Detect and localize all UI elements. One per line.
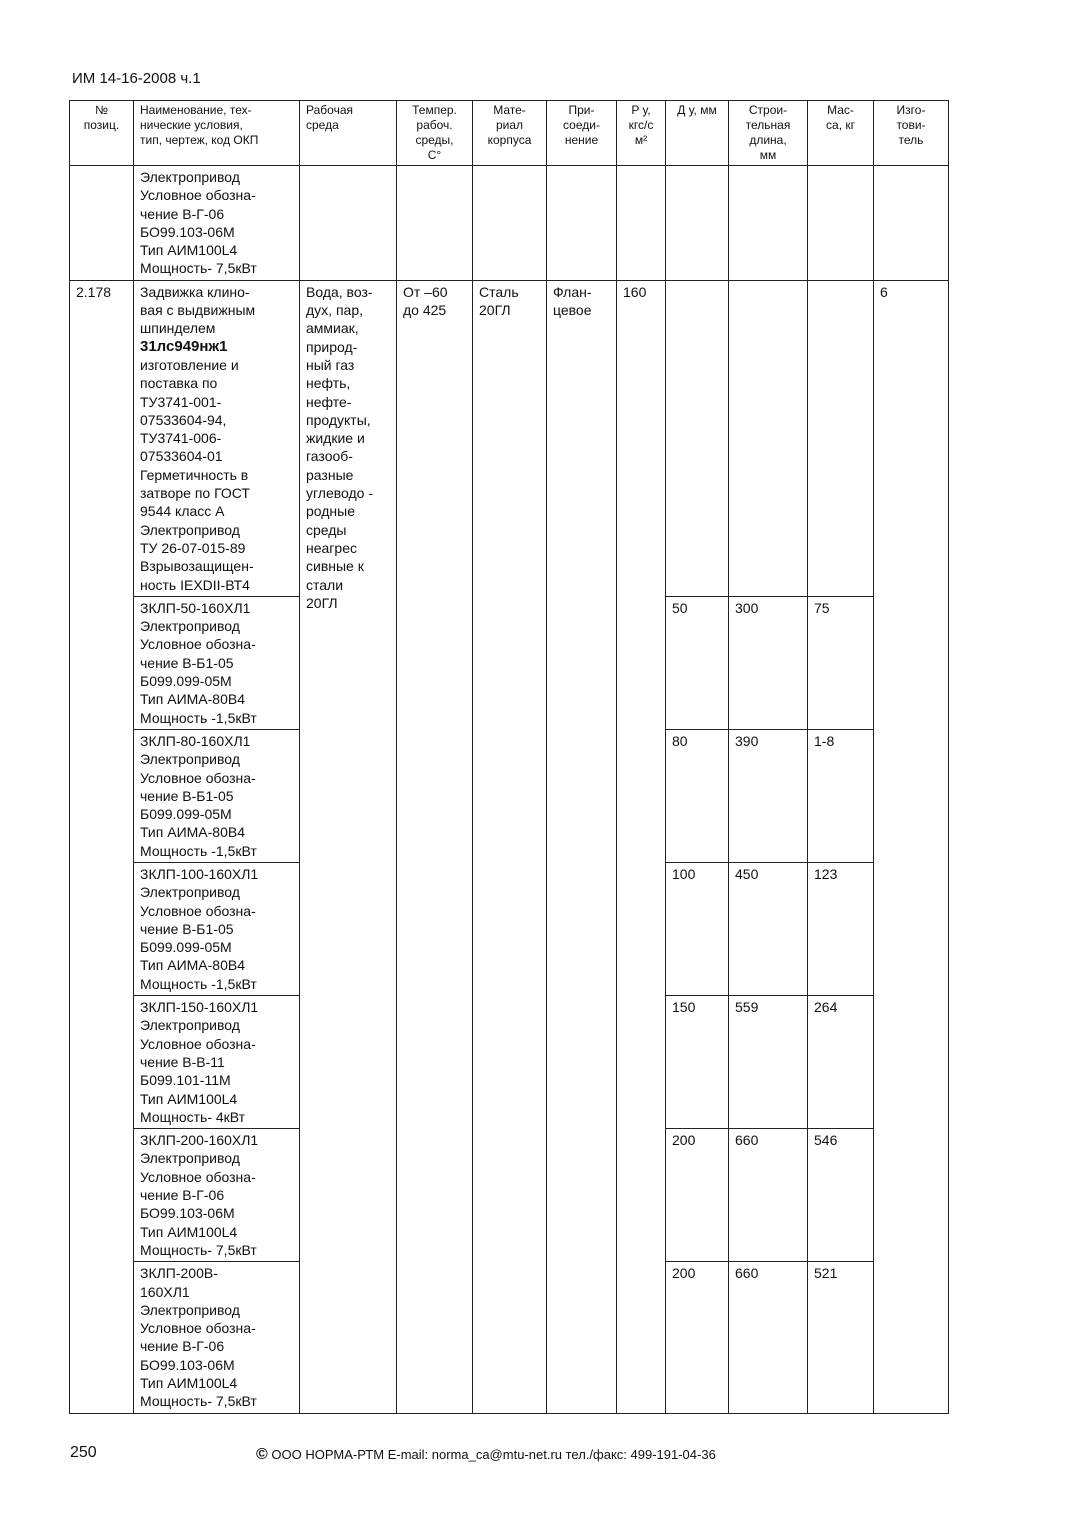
column-header — [397, 101, 473, 166]
column-header-line: рабоч. — [416, 118, 453, 132]
column-header-line: тель — [898, 133, 924, 147]
name-line: Условное обозна- — [140, 1035, 256, 1052]
length-cell: 660 — [729, 1262, 808, 1413]
column-header — [729, 101, 808, 166]
name-line: БО99.103-06М — [140, 1205, 235, 1222]
temperature-cell — [397, 280, 473, 1413]
name-line: Электропривод — [140, 521, 240, 538]
connection-line: цевое — [553, 302, 592, 319]
name-line: Условное обозна- — [140, 902, 256, 919]
connection-cell — [547, 280, 617, 1413]
column-header — [70, 101, 134, 166]
column-header-line: мм — [759, 148, 777, 162]
column-header-line: нение — [564, 133, 599, 147]
name-line: Тип АИМА-80В4 — [140, 691, 245, 708]
name-cell — [134, 596, 300, 729]
medium-line: родные — [306, 503, 356, 520]
column-header — [473, 101, 547, 166]
name-cell — [134, 1129, 300, 1262]
column-header — [617, 101, 666, 166]
empty-cell — [397, 166, 473, 281]
copyright-icon: © — [256, 1446, 268, 1463]
name-line: ЗКЛП-200-160ХЛ1 — [140, 1132, 259, 1149]
name-line: ЗКЛП-100-160ХЛ1 — [140, 865, 259, 882]
name-line: ЗКЛП-200В- — [140, 1265, 218, 1282]
name-cell — [134, 862, 300, 995]
name-line: чение В-В-11 — [140, 1053, 225, 1070]
document-code: ИМ 14-16-2008 ч.1 — [72, 70, 201, 87]
medium-line: газооб- — [306, 448, 353, 465]
column-header-line: При- — [568, 103, 595, 117]
medium-line: дух, пар, — [306, 302, 363, 319]
empty-cell — [473, 166, 547, 281]
material-cell — [473, 280, 547, 1413]
medium-line: нефте- — [306, 393, 352, 410]
valve-model: 31лс949нж1 — [140, 337, 228, 355]
name-line: Электропривод — [140, 1150, 240, 1167]
column-header-line: нические условия, — [140, 118, 243, 132]
name-line: Условное обозна- — [140, 769, 256, 786]
column-header-line: P у, — [631, 103, 651, 117]
name-line: Электропривод — [140, 1017, 240, 1034]
column-header-line: Мас- — [827, 103, 854, 117]
length-cell — [729, 280, 808, 596]
position-cell — [70, 166, 134, 281]
name-line: Тип АИМА-80В4 — [140, 824, 245, 841]
name-line: Электропривод — [140, 618, 240, 635]
name-line: Тип АИМ100L4 — [140, 1375, 238, 1391]
column-header-line: м² — [634, 133, 648, 147]
length-cell: 390 — [729, 729, 808, 862]
medium-line: стали — [306, 576, 344, 593]
name-line: Тип АИМ100L4 — [140, 242, 238, 259]
name-line: Б099.099-05М — [140, 673, 232, 690]
name-line: Электропривод — [140, 884, 240, 901]
name-line: ность IEXDII-ВТ4 — [140, 576, 250, 593]
name-line: Условное обозна- — [140, 1320, 256, 1337]
medium-cell — [300, 280, 397, 1413]
empty-cell — [300, 166, 397, 281]
medium-line: среды — [306, 521, 347, 538]
name-line: БО99.103-06М — [140, 1356, 235, 1373]
column-header — [300, 101, 397, 166]
column-header-line: Строи- — [748, 103, 788, 117]
medium-line: аммиак, — [306, 320, 359, 337]
name-line: поставка по — [140, 375, 218, 392]
length-cell: 300 — [729, 596, 808, 729]
medium-line: жидкие и — [306, 430, 365, 447]
column-header-line: среды, — [415, 133, 454, 147]
length-cell: 450 — [729, 862, 808, 995]
medium-line: углеводо - — [306, 485, 374, 502]
valve-spec-table — [69, 100, 949, 1414]
name-line: Электропривод — [140, 169, 240, 185]
name-line: затворе по ГОСТ — [140, 485, 250, 502]
column-header-line: Рабочая — [306, 103, 353, 117]
column-header-line: риал — [495, 118, 524, 132]
dn-cell: 100 — [666, 862, 729, 995]
name-cell — [134, 996, 300, 1129]
mass-cell: 1-8 — [808, 729, 874, 862]
column-header-line: са, кг — [826, 118, 855, 132]
column-header-line: Темпер. — [412, 103, 457, 117]
medium-line: нефть, — [306, 375, 351, 392]
empty-cell — [547, 166, 617, 281]
column-header-line: соеди- — [563, 118, 600, 132]
medium-line: Вода, воз- — [306, 283, 373, 300]
name-line: чение В-Б1-05 — [140, 654, 234, 671]
mass-cell: 75 — [808, 596, 874, 729]
mass-cell: 264 — [808, 996, 874, 1129]
connection-line: Флан- — [553, 283, 592, 300]
name-line: 160ХЛ1 — [140, 1283, 190, 1300]
column-header-line: Изго- — [896, 103, 926, 117]
dn-cell: 80 — [666, 729, 729, 862]
name-line: Мощность -1,5кВт — [140, 842, 257, 859]
name-line: Б099.099-05М — [140, 939, 232, 956]
table-row — [70, 166, 949, 281]
name-line: Электропривод — [140, 1301, 240, 1318]
empty-cell — [666, 166, 729, 281]
name-line: Условное обозна- — [140, 1168, 256, 1185]
name-cell — [134, 1262, 300, 1413]
name-line: чение В-Б1-05 — [140, 920, 234, 937]
name-line: 07533604-94, — [140, 411, 227, 428]
page-number: 250 — [70, 1444, 97, 1461]
material-line: Сталь — [479, 283, 519, 300]
name-line: Тип АИМ100L4 — [140, 1090, 238, 1107]
temperature-line: до 425 — [403, 302, 447, 319]
column-header — [666, 101, 729, 166]
dn-cell: 150 — [666, 996, 729, 1129]
name-line: Мощность- 7,5кВт — [140, 260, 257, 277]
table-row — [70, 280, 949, 596]
medium-line: ный газ — [306, 356, 355, 373]
table-header-row — [70, 101, 949, 166]
medium-line: сивные к — [306, 558, 364, 575]
name-line: ЗКЛП-80-160ХЛ1 — [140, 732, 251, 749]
empty-cell — [617, 166, 666, 281]
name-line: чение В-Б1-05 — [140, 787, 234, 804]
column-header — [808, 101, 874, 166]
footer-text: ООО НОРМА-РТМ E-mail: norma_ca@mtu-net.ru тел./факс: 499-191-04-36 — [271, 1447, 716, 1462]
column-header-line: тови- — [896, 118, 926, 132]
name-line: ЗКЛП-50-160ХЛ1 — [140, 599, 251, 616]
name-cell — [134, 729, 300, 862]
pressure-cell: 160 — [617, 280, 666, 1413]
name-line: шпинделем — [140, 320, 216, 337]
name-line: Герметичность в — [140, 466, 249, 483]
name-line: Задвижка клино- — [140, 283, 250, 300]
mass-cell: 123 — [808, 862, 874, 995]
name-line: ТУ3741-006- — [140, 430, 222, 447]
name-line: Б099.099-05М — [140, 806, 232, 823]
column-header-line: позиц. — [83, 118, 120, 132]
column-header-line: тельная — [745, 118, 791, 132]
name-line: ТУ3741-001- — [140, 393, 222, 410]
dn-cell — [666, 280, 729, 596]
position-cell: 2.178 — [70, 280, 134, 1413]
dn-cell: 200 — [666, 1262, 729, 1413]
medium-line: неагрес — [306, 539, 357, 556]
medium-line: продукты, — [306, 411, 371, 428]
page-footer — [256, 1446, 716, 1464]
column-header-line: Д у, мм — [677, 103, 717, 117]
manufacturer-cell: 6 — [874, 280, 949, 1413]
name-line: Условное обозна- — [140, 187, 256, 204]
column-header-line: Мате- — [493, 103, 526, 117]
name-line: Взрывозащищен- — [140, 558, 254, 575]
medium-line: разные — [306, 466, 354, 483]
mass-cell — [808, 280, 874, 596]
column-header-line: корпуса — [487, 133, 532, 147]
name-line: Электропривод — [140, 751, 240, 768]
name-line: Тип АИМА-80В4 — [140, 957, 245, 974]
column-header-line: кгс/с — [628, 118, 654, 132]
empty-cell — [729, 166, 808, 281]
name-line: Мощность- 4кВт — [140, 1108, 246, 1125]
name-line: Мощность -1,5кВт — [140, 709, 257, 726]
material-line: 20ГЛ — [479, 302, 511, 319]
length-cell: 559 — [729, 996, 808, 1129]
mass-cell: 546 — [808, 1129, 874, 1262]
name-line: Б099.101-11М — [140, 1072, 231, 1089]
name-line: БО99.103-06М — [140, 223, 235, 240]
dn-cell: 200 — [666, 1129, 729, 1262]
name-line: изготовление и — [140, 356, 239, 373]
column-header-line: Наименование, тех- — [140, 103, 252, 117]
name-cell — [134, 166, 300, 281]
column-header-line: среда — [306, 118, 339, 132]
dn-cell: 50 — [666, 596, 729, 729]
column-header-line: длина, — [749, 133, 787, 147]
name-line: ЗКЛП-150-160ХЛ1 — [140, 999, 259, 1016]
column-header-line: № — [95, 103, 108, 117]
column-header — [547, 101, 617, 166]
mass-cell: 521 — [808, 1262, 874, 1413]
name-line: вая с выдвижным — [140, 302, 256, 319]
temperature-line: От –60 — [403, 283, 448, 300]
name-line: Тип АИМ100L4 — [140, 1223, 238, 1240]
empty-cell — [808, 166, 874, 281]
name-line: чение В-Г-06 — [140, 205, 225, 222]
medium-line: 20ГЛ — [306, 594, 338, 611]
column-header-line: тип, чертеж, код ОКП — [140, 133, 259, 147]
name-line: 07533604-01 — [140, 448, 223, 465]
length-cell: 660 — [729, 1129, 808, 1262]
name-line: чение В-Г-06 — [140, 1187, 225, 1204]
column-header — [874, 101, 949, 166]
name-line: ТУ 26-07-015-89 — [140, 539, 246, 556]
name-line: Мощность- 7,5кВт — [140, 1241, 257, 1258]
medium-line: природ- — [306, 338, 358, 355]
column-header — [134, 101, 300, 166]
empty-cell — [874, 166, 949, 281]
name-line: чение В-Г-06 — [140, 1338, 225, 1355]
name-line: Условное обозна- — [140, 636, 256, 653]
name-line: Мощность- 7,5кВт — [140, 1393, 257, 1410]
name-line: Мощность -1,5кВт — [140, 975, 257, 992]
name-cell — [134, 280, 300, 596]
name-line: 9544 класс А — [140, 503, 225, 520]
column-header-line: С° — [427, 148, 442, 162]
